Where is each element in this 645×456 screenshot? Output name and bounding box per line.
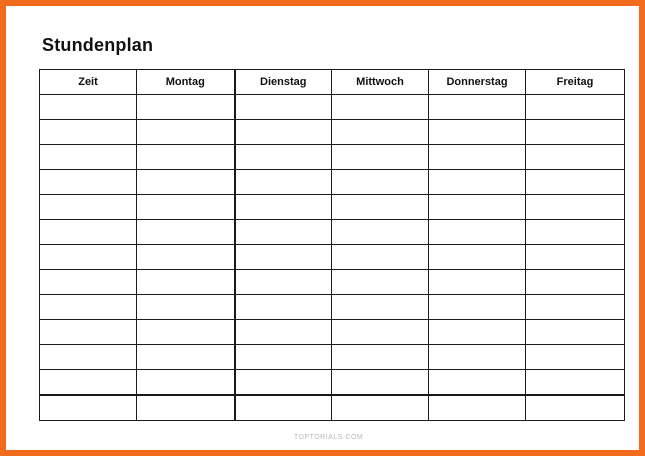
table-cell[interactable] bbox=[40, 120, 137, 145]
table-cell[interactable] bbox=[332, 195, 429, 220]
table-cell[interactable] bbox=[332, 145, 429, 170]
table-cell[interactable] bbox=[526, 120, 625, 145]
table-cell[interactable] bbox=[526, 95, 625, 120]
header-row bbox=[40, 70, 625, 95]
table-cell[interactable] bbox=[429, 345, 526, 370]
table-cell[interactable] bbox=[526, 370, 625, 396]
table-cell[interactable] bbox=[332, 395, 429, 421]
table-cell[interactable] bbox=[137, 370, 235, 396]
table-cell[interactable] bbox=[429, 120, 526, 145]
table-cell[interactable] bbox=[235, 370, 332, 396]
table-cell[interactable] bbox=[40, 345, 137, 370]
table-cell[interactable] bbox=[526, 270, 625, 295]
table-cell[interactable] bbox=[332, 245, 429, 270]
column-header-mittwoch: Mittwoch bbox=[332, 70, 429, 95]
table-cell[interactable] bbox=[332, 220, 429, 245]
table-cell[interactable] bbox=[235, 95, 332, 120]
table-cell[interactable] bbox=[429, 270, 526, 295]
table-cell[interactable] bbox=[429, 145, 526, 170]
table-cell[interactable] bbox=[40, 245, 137, 270]
table-cell[interactable] bbox=[235, 245, 332, 270]
table-cell[interactable] bbox=[137, 120, 235, 145]
table-cell[interactable] bbox=[332, 270, 429, 295]
table-cell[interactable] bbox=[137, 295, 235, 320]
table-cell[interactable] bbox=[526, 295, 625, 320]
table-row bbox=[40, 195, 625, 220]
table-cell[interactable] bbox=[429, 95, 526, 120]
column-header-freitag: Freitag bbox=[526, 70, 625, 95]
column-header-donnerstag: Donnerstag bbox=[429, 70, 526, 95]
table-cell[interactable] bbox=[137, 145, 235, 170]
table-cell[interactable] bbox=[235, 270, 332, 295]
table-cell[interactable] bbox=[40, 295, 137, 320]
table-cell[interactable] bbox=[40, 195, 137, 220]
table-cell[interactable] bbox=[40, 395, 137, 421]
column-header-montag: Montag bbox=[137, 70, 235, 95]
table-row bbox=[40, 220, 625, 245]
table-cell[interactable] bbox=[235, 195, 332, 220]
table-cell[interactable] bbox=[235, 295, 332, 320]
table-cell[interactable] bbox=[526, 320, 625, 345]
table-row bbox=[40, 270, 625, 295]
footer-brand: TOPTORIALS.COM bbox=[293, 434, 364, 441]
table-cell[interactable] bbox=[526, 395, 625, 421]
table-cell[interactable] bbox=[429, 370, 526, 396]
table-cell[interactable] bbox=[137, 95, 235, 120]
table-row bbox=[40, 120, 625, 145]
table-cell[interactable] bbox=[429, 395, 526, 421]
table-cell[interactable] bbox=[137, 220, 235, 245]
timetable bbox=[39, 69, 625, 421]
table-row bbox=[40, 345, 625, 370]
table-cell[interactable] bbox=[137, 170, 235, 195]
table-cell[interactable] bbox=[526, 170, 625, 195]
table-row bbox=[40, 320, 625, 345]
table-cell[interactable] bbox=[332, 320, 429, 345]
column-header-zeit: Zeit bbox=[40, 70, 137, 95]
table-cell[interactable] bbox=[332, 95, 429, 120]
table-cell[interactable] bbox=[526, 195, 625, 220]
table-cell[interactable] bbox=[429, 320, 526, 345]
table-cell[interactable] bbox=[332, 120, 429, 145]
table-cell[interactable] bbox=[332, 345, 429, 370]
table-cell[interactable] bbox=[429, 170, 526, 195]
table-cell[interactable] bbox=[40, 95, 137, 120]
table-cell[interactable] bbox=[137, 395, 235, 421]
table-cell[interactable] bbox=[526, 345, 625, 370]
table-cell[interactable] bbox=[40, 320, 137, 345]
page-title: Stundenplan bbox=[42, 35, 154, 55]
table-cell[interactable] bbox=[332, 170, 429, 195]
table-row bbox=[40, 95, 625, 120]
table-cell[interactable] bbox=[429, 245, 526, 270]
table-row bbox=[40, 295, 625, 320]
table-cell[interactable] bbox=[235, 220, 332, 245]
column-header-dienstag: Dienstag bbox=[235, 70, 332, 95]
table-cell[interactable] bbox=[40, 170, 137, 195]
table-cell[interactable] bbox=[40, 220, 137, 245]
table-cell[interactable] bbox=[40, 370, 137, 396]
table-cell[interactable] bbox=[429, 295, 526, 320]
table-cell[interactable] bbox=[40, 270, 137, 295]
table-cell[interactable] bbox=[235, 170, 332, 195]
table-cell[interactable] bbox=[40, 145, 137, 170]
table-cell[interactable] bbox=[332, 295, 429, 320]
table-cell[interactable] bbox=[137, 195, 235, 220]
table-cell[interactable] bbox=[526, 145, 625, 170]
table-cell[interactable] bbox=[137, 245, 235, 270]
table-cell[interactable] bbox=[429, 220, 526, 245]
table-row bbox=[40, 245, 625, 270]
table-row bbox=[40, 370, 625, 396]
table-cell[interactable] bbox=[137, 270, 235, 295]
table-cell[interactable] bbox=[526, 220, 625, 245]
table-cell[interactable] bbox=[235, 145, 332, 170]
table-cell[interactable] bbox=[137, 345, 235, 370]
table-cell[interactable] bbox=[235, 345, 332, 370]
table-cell[interactable] bbox=[526, 245, 625, 270]
table-cell[interactable] bbox=[429, 195, 526, 220]
table-cell[interactable] bbox=[137, 320, 235, 345]
table-cell[interactable] bbox=[235, 395, 332, 421]
table-cell[interactable] bbox=[332, 370, 429, 396]
table-cell[interactable] bbox=[235, 120, 332, 145]
table-cell[interactable] bbox=[235, 320, 332, 345]
table-row bbox=[40, 395, 625, 421]
timetable-body bbox=[40, 95, 625, 421]
table-row bbox=[40, 170, 625, 195]
table-row bbox=[40, 145, 625, 170]
